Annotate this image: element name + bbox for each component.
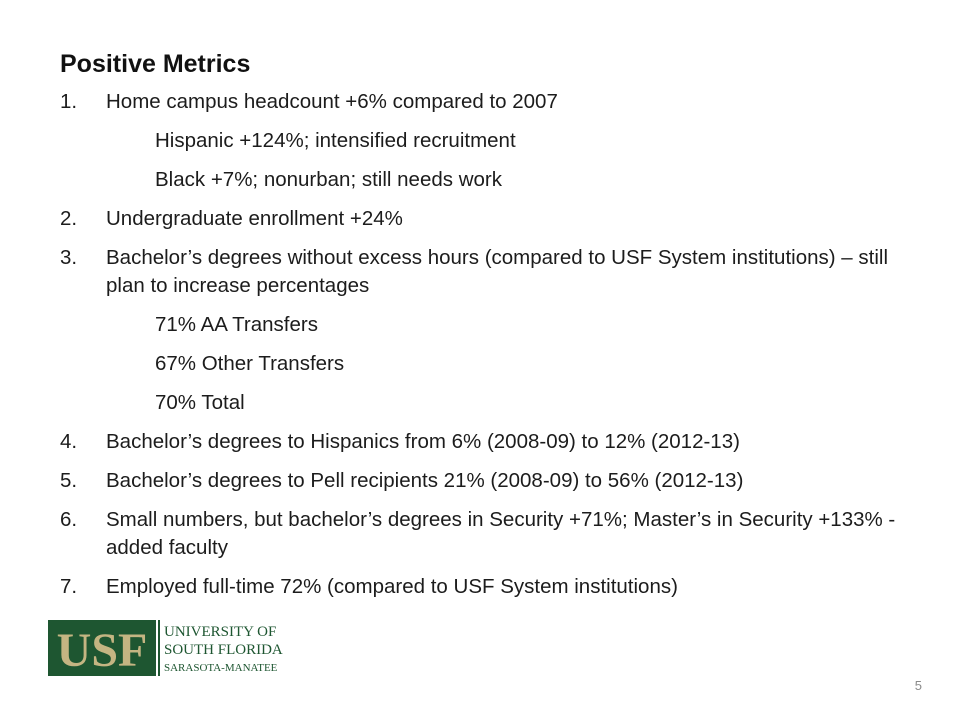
metrics-list	[60, 88, 920, 612]
item-number: 5.	[60, 469, 78, 492]
list-item	[60, 205, 920, 233]
sub-item: 70% Total	[155, 391, 245, 414]
logo-line-1: UNIVERSITY OF	[164, 624, 277, 640]
item-text: Bachelor’s degrees without excess hours (compared to USF System institutions) – still plan to increase percentages	[106, 246, 888, 297]
list-item	[60, 467, 920, 495]
item-text: Undergraduate enrollment +24%	[106, 207, 403, 230]
item-text: Small numbers, but bachelor’s degrees in Security +71%; Master’s in Security +133% - added faculty	[106, 508, 896, 559]
list-item	[60, 428, 920, 456]
logo-mark-text: USF	[56, 624, 148, 676]
sub-item: 67% Other Transfers	[155, 352, 345, 375]
sub-item: Black +7%; nonurban; still needs work	[155, 168, 502, 191]
item-number: 4.	[60, 430, 78, 453]
logo-line-2: SOUTH FLORIDA	[164, 642, 283, 658]
list-item	[60, 573, 920, 601]
item-text: Bachelor’s degrees to Hispanics from 6% (2008-09) to 12% (2012-13)	[106, 430, 740, 453]
list-item	[60, 244, 920, 300]
item-number: 7.	[60, 575, 78, 598]
item-text: Employed full-time 72% (compared to USF System institutions)	[106, 575, 678, 598]
page-number: 5	[914, 678, 922, 693]
item-number: 1.	[60, 90, 78, 113]
list-item	[60, 506, 920, 562]
item-number: 3.	[60, 246, 78, 269]
usf-logo	[48, 620, 310, 676]
list-item	[60, 88, 920, 116]
slide-title: Positive Metrics	[60, 50, 251, 78]
item-text: Home campus headcount +6% compared to 2007	[106, 90, 558, 113]
item-number: 2.	[60, 207, 78, 230]
sub-item: Hispanic +124%; intensified recruitment	[155, 129, 516, 152]
sub-item: 71% AA Transfers	[155, 313, 318, 336]
logo-divider	[158, 620, 160, 676]
logo-line-3: SARASOTA-MANATEE	[164, 662, 278, 674]
item-text: Bachelor’s degrees to Pell recipients 21% (2008-09) to 56% (2012-13)	[106, 469, 744, 492]
item-number: 6.	[60, 508, 78, 531]
